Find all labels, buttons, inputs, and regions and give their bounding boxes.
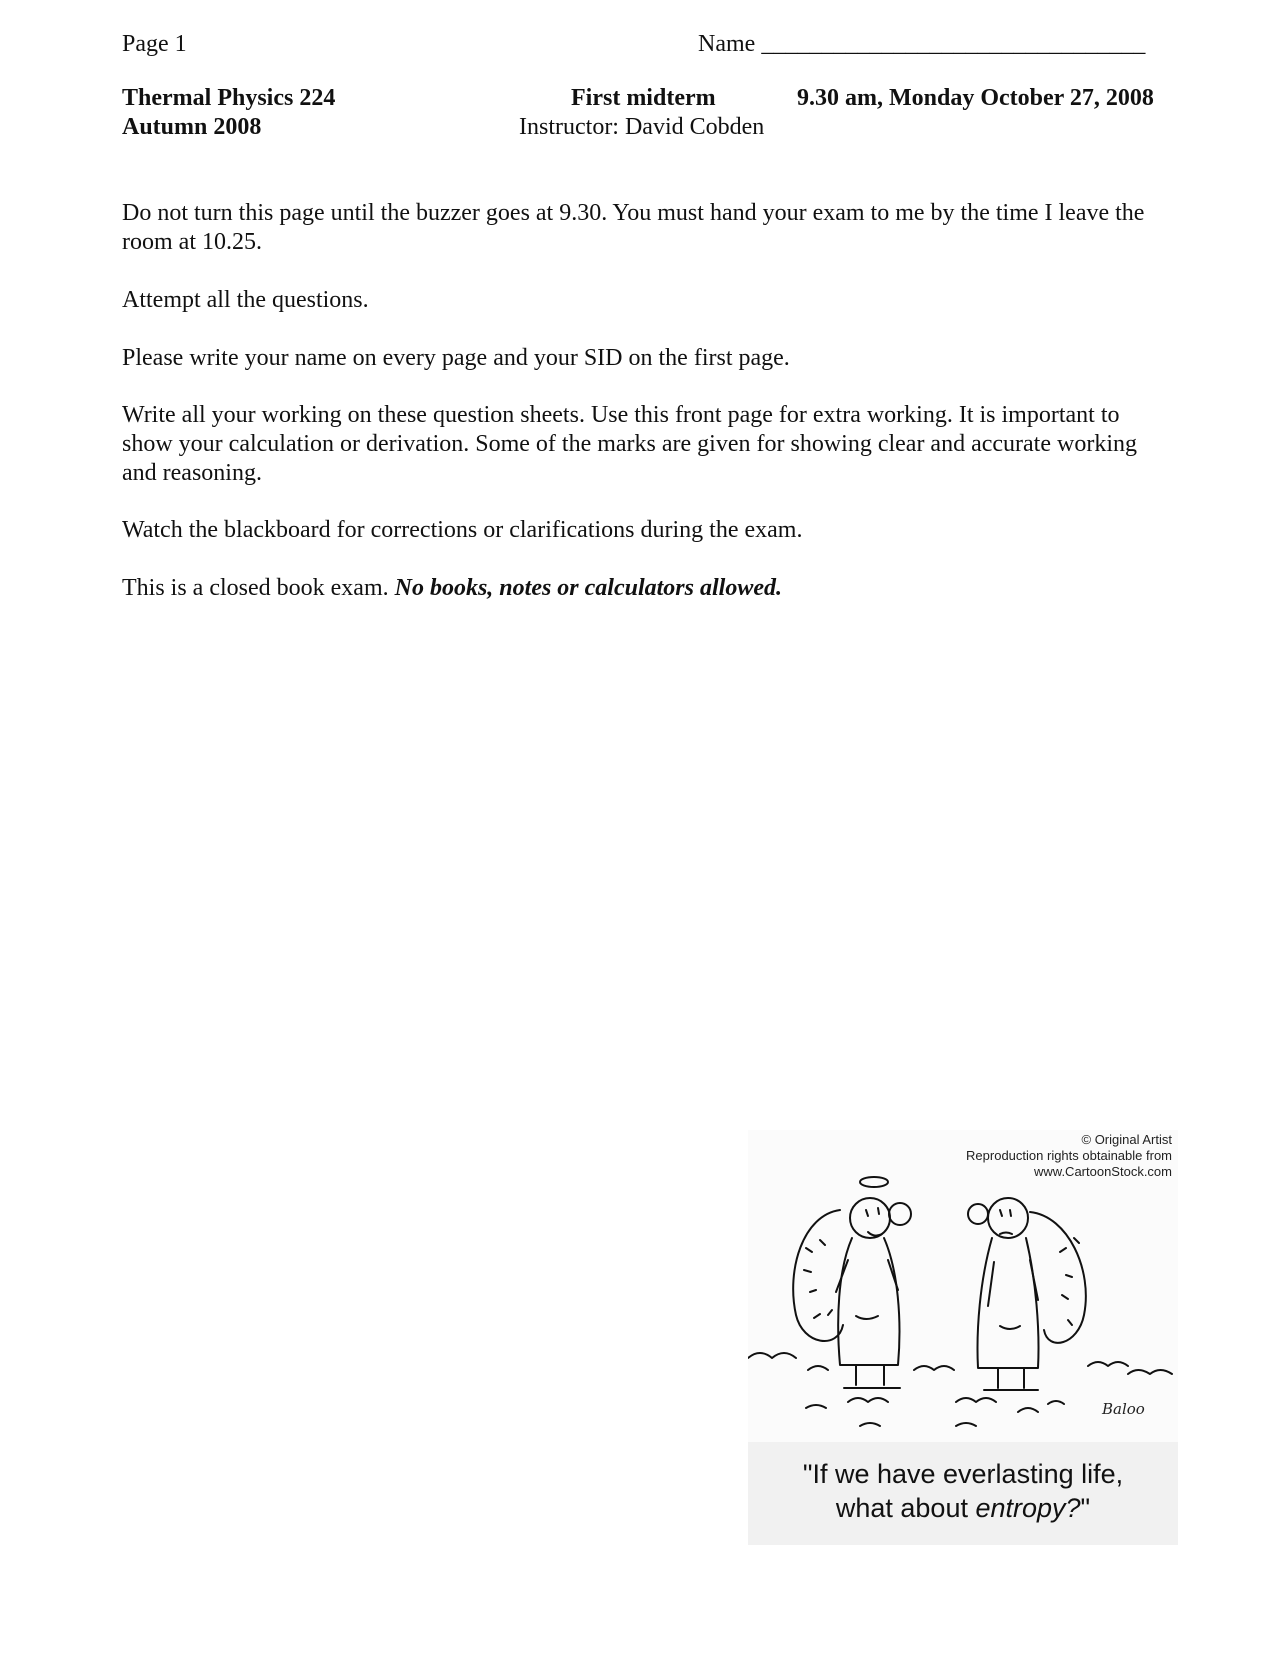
instruction-paragraph: Watch the blackboard for corrections or clarifications during the exam.	[122, 517, 803, 543]
instruction-paragraph: Do not turn this page until the buzzer goes at 9.30. You must hand your exam to me by the time I leave the room at 10.25.	[122, 200, 1145, 255]
page-number: Page 1	[122, 31, 187, 57]
left-angel-figure	[793, 1177, 911, 1388]
instruction-paragraph: Write all your working on these question sheets. Use this front page for extra working. It is important to show your calculation or derivation. Some of the marks are given for showing clear and accurate working and reasoning.	[122, 402, 1137, 486]
name-blank: ________________________________	[761, 31, 1146, 57]
name-line	[698, 30, 1145, 59]
cartoon-caption-box	[748, 1442, 1178, 1545]
closed-book-text: This is a closed book exam.	[122, 575, 389, 601]
cartoon-credit-line: www.CartoonStock.com	[1034, 1164, 1172, 1179]
right-angel-figure	[968, 1198, 1086, 1390]
cartoon-credit-line: © Original Artist	[1081, 1132, 1172, 1147]
caption-emphasis: entropy?	[975, 1493, 1081, 1523]
exam-title: First midterm	[571, 85, 716, 111]
angels-illustration	[748, 1130, 1178, 1442]
cartoon-caption-line: "If we have everlasting life,	[802, 1459, 1124, 1489]
cartoon-credit-line: Reproduction rights obtainable from	[966, 1148, 1172, 1163]
caption-text: what about	[835, 1493, 976, 1523]
entropy-cartoon	[748, 1130, 1178, 1545]
closed-book-emphasis: No books, notes or calculators allowed.	[394, 575, 782, 601]
instruction-paragraph: Attempt all the questions.	[122, 287, 369, 313]
course-term: Autumn 2008	[122, 114, 262, 140]
instructor-line: Instructor: David Cobden	[519, 114, 765, 140]
cartoon-caption-line	[748, 1492, 1178, 1525]
caption-text: "	[1080, 1493, 1091, 1523]
instruction-paragraph: Please write your name on every page and your SID on the first page.	[122, 345, 790, 371]
artist-signature: Baloo	[1102, 1400, 1145, 1418]
name-label: Name	[698, 31, 756, 57]
course-title: Thermal Physics 224	[122, 85, 336, 111]
closed-book-notice	[122, 574, 1172, 603]
exam-datetime: 9.30 am, Monday October 27, 2008	[797, 85, 1154, 111]
